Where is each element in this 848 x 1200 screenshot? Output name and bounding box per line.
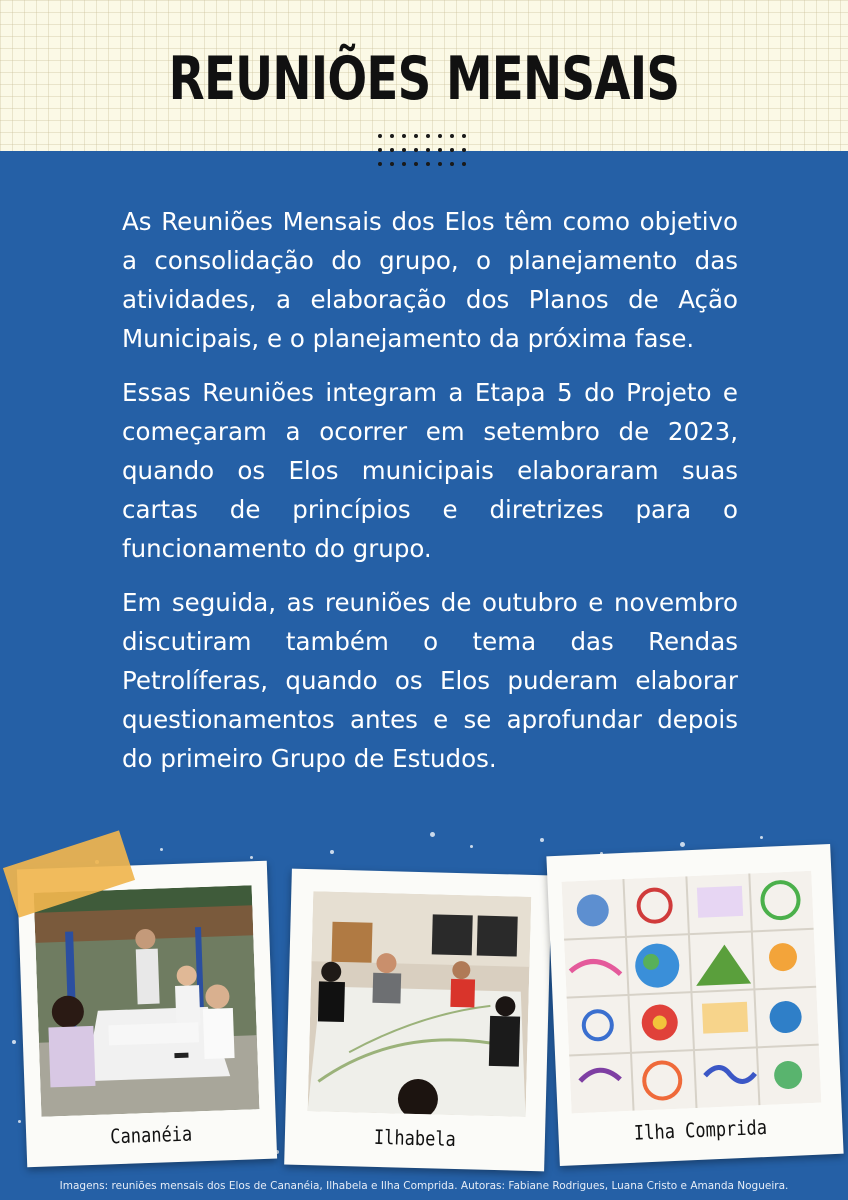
paragraph-1: As Reuniões Mensais dos Elos têm como objetivo a consolidação do grupo, o planejamento das atividades, a elaboração dos Planos de Ação Municipais, e o planejamento da próxima fase.: [122, 207, 738, 353]
polaroid-ilha-comprida: [546, 844, 843, 1166]
photo-ilha-comprida: [561, 871, 821, 1114]
dots-divider: [378, 134, 474, 176]
caption-ilhabela: Ilhabela: [373, 1124, 457, 1152]
paragraph-3: Em seguida, as reuniões de outubro e novembro discutiram também o tema das Rendas Petrolíferas, quando os Elos puderam elaborar questionamentos antes e se aprofundar depois do primeiro Grupo de Estudos.: [122, 588, 738, 773]
photo-ilhabela: [308, 891, 532, 1117]
photo-cananeia: [34, 885, 260, 1116]
body-text: [122, 202, 738, 793]
page-title: REUNIÕES MENSAIS: [168, 44, 680, 114]
polaroid-ilhabela: [284, 869, 552, 1172]
polaroid-cananeia: [17, 861, 277, 1168]
paragraph-2: Essas Reuniões integram a Etapa 5 do Projeto e começaram a ocorrer em setembro de 2023, quando os Elos municipais elaboraram suas cartas de princípios e diretrizes para o funcionamento do grupo.: [122, 378, 738, 563]
caption-cananeia: Cananéia: [109, 1121, 193, 1149]
image-credits: Imagens: reuniões mensais dos Elos de Cananéia, Ilhabela e Ilha Comprida. Autoras: Fabiane Rodrigues, Luana Cristo e Amanda Nogueira.: [59, 1180, 789, 1192]
caption-ilha-comprida: Ilha Comprida: [633, 1114, 768, 1145]
